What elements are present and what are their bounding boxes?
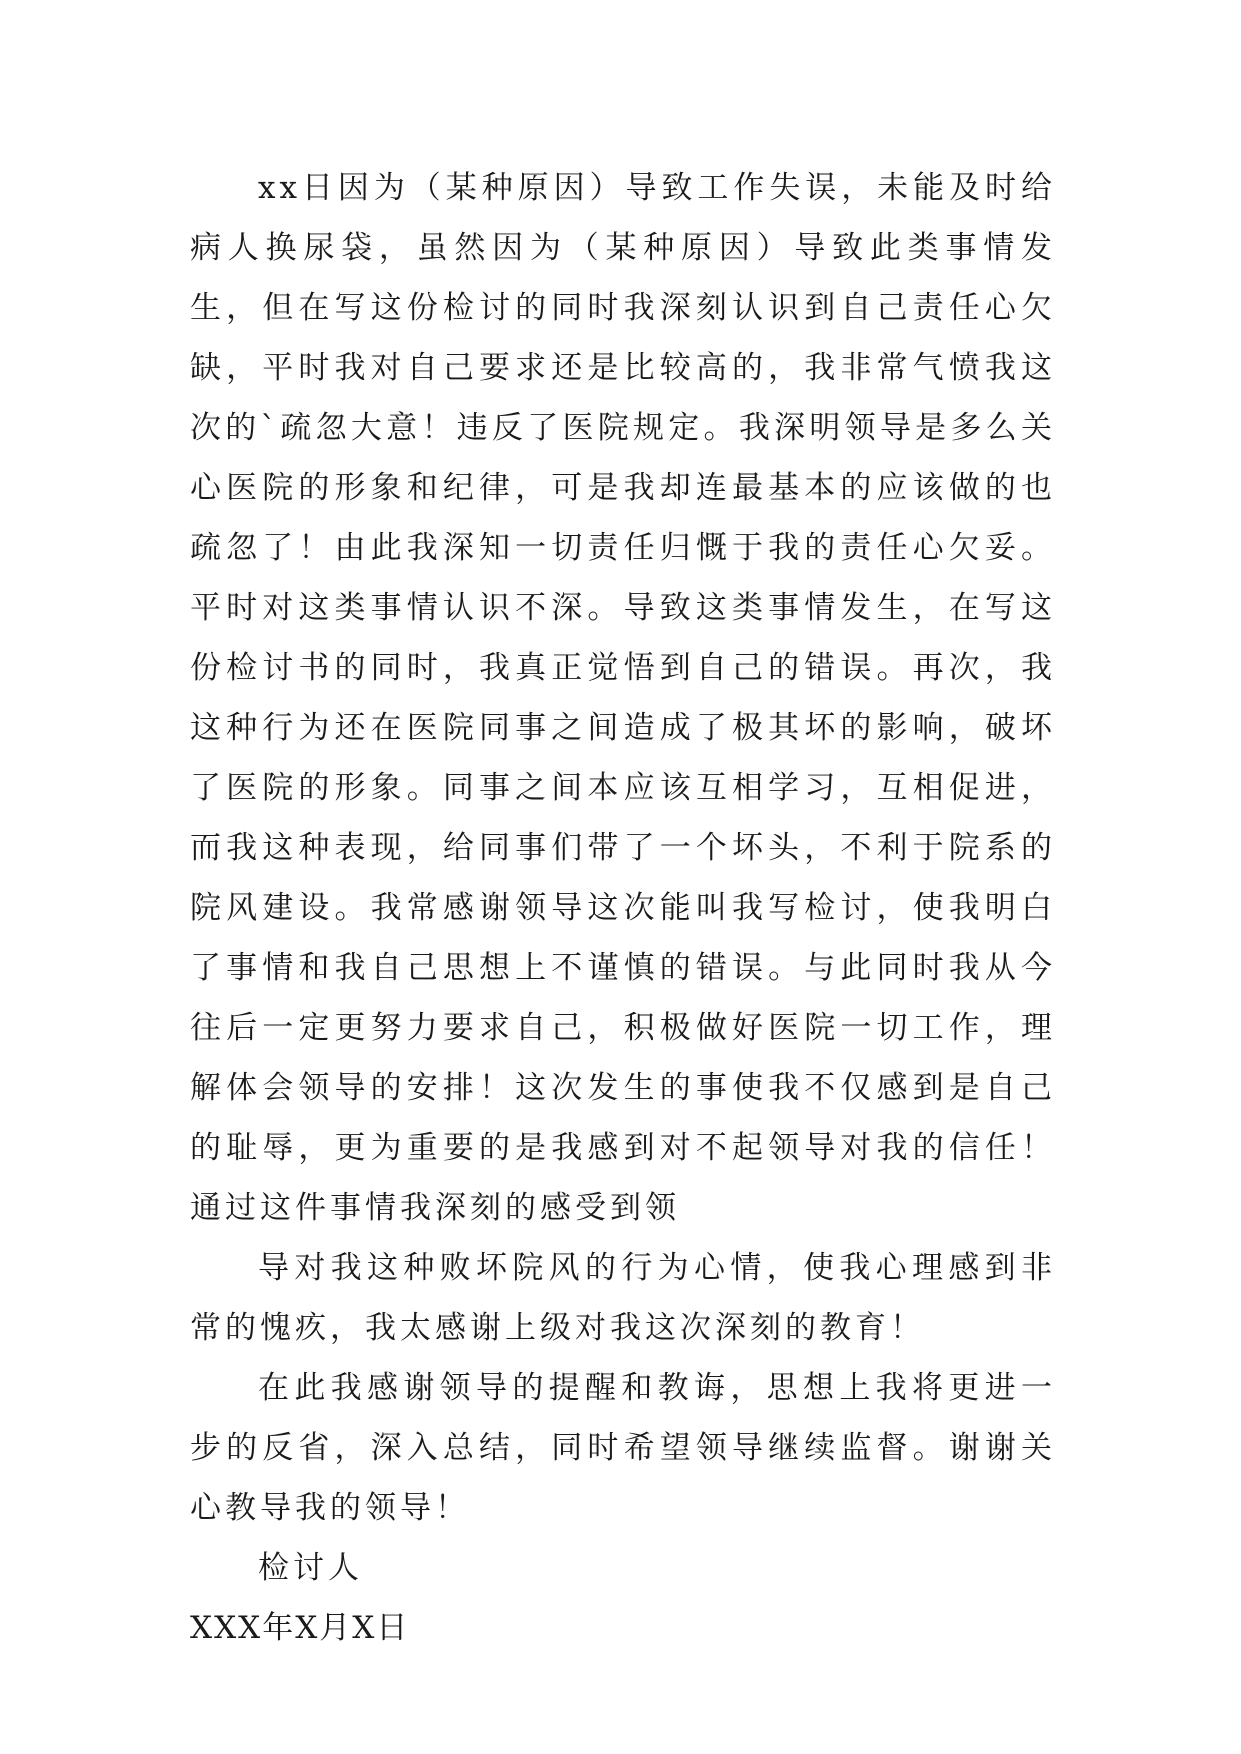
document-body — [190, 158, 1056, 1658]
paragraph-apology-main: xx日因为（某种原因）导致工作失误，未能及时给病人换尿袋，虽然因为（某种原因）导致此类事情发生，但在写这份检讨的同时我深刻认识到自己责任心欠缺，平时我对自己要求还是比较高的，我非常气愤我这次的`疏忽大意！违反了医院规定。我深明领导是多么关心医院的形象和纪律，可是我却连最基本的应该做的也疏忽了！由此我深知一切责任归慨于我的责任心欠妥。平时对这类事情认识不深。导致这类事情发生，在写这份检讨书的同时，我真正觉悟到自己的错误。再次，我这种行为还在医院同事之间造成了极其坏的影响，破坏了医院的形象。同事之间本应该互相学习，互相促进，而我这种表现，给同事们带了一个坏头，不利于院系的院风建设。我常感谢领导这次能叫我写检讨，使我明白了事情和我自己思想上不谨慎的错误。与此同时我从今往后一定更努力要求自己，积极做好医院一切工作，理解体会领导的安排！这次发生的事使我不仅感到是自己的耻辱，更为重要的是我感到对不起领导对我的信任！通过这件事情我深刻的感受到领 — [190, 170, 1056, 1226]
date-line: XXX年X月X日 — [190, 1610, 410, 1646]
paragraph-apology-continuation: 导对我这种败坏院风的行为心情，使我心理感到非常的愧疚，我太感谢上级对我这次深刻的教育！ — [190, 1250, 1056, 1346]
paragraph-closing: 在此我感谢领导的提醒和教诲，思想上我将更进一步的反省，深入总结，同时希望领导继续监督。谢谢关心教导我的领导！ — [190, 1370, 1056, 1526]
signature-label: 检讨人 — [258, 1550, 363, 1586]
